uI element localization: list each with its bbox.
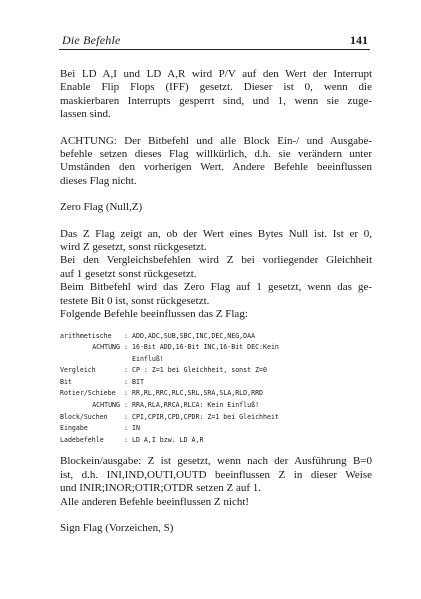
row-value: LD A,I bzw. LD A,R (132, 435, 204, 444)
row-value: RR,RL,RRC,RLC,SRL,SRA,SLA,RLD,RRD (132, 389, 264, 398)
table-row (60, 388, 372, 400)
row-sep: : (124, 435, 128, 444)
row-key: Rotier/Schiebe (60, 389, 116, 398)
table-row (60, 377, 372, 389)
table-row (60, 331, 372, 343)
text-line: Folgende Befehle beeinflussen das Z Flag: (60, 308, 248, 321)
text-line: dieses Flag nicht. (60, 174, 137, 187)
row-value: ADD,ADC,SUB,SBC,INC,DEC,NEG,DAA (132, 331, 256, 340)
text-line: Umständen den vorherigen Wert. Andere Befehle beeinflussen (60, 161, 372, 174)
text-line: lassen sind. (60, 108, 111, 121)
row-key: Block/Suchen (60, 412, 108, 421)
paragraph-achtung (60, 135, 372, 189)
row-key: Eingabe (60, 424, 88, 433)
row-key: Vergleich (60, 366, 96, 375)
row-sep: : (124, 331, 128, 340)
section-heading: Zero Flag (Null,Z) (60, 201, 143, 214)
table-row (60, 412, 372, 424)
table-row (60, 400, 372, 412)
row-sep: : (124, 389, 128, 398)
page-body (60, 68, 372, 535)
row-value: BIT (132, 377, 144, 386)
row-key: ACHTUNG (92, 401, 120, 410)
text-line: Blockein/ausgabe: Z ist gesetzt, wenn nach der Ausführung B=0 (60, 455, 372, 468)
row-sep: : (124, 343, 128, 352)
text-line: Enable Flip Flops (IFF) gesetzt. Dieser ist 0, wenn die (60, 81, 372, 94)
table-row (60, 354, 372, 366)
section-heading: Sign Flag (Vorzeichen, S) (60, 522, 174, 535)
row-value: 16-Bit ADD,16-Bit INC,16-Bit DEC:Kein (132, 343, 279, 352)
row-sep: : (124, 412, 128, 421)
heading-sign-flag (60, 522, 372, 535)
row-value: CP : Z=1 bei Gleichheit, sonst Z=0 (132, 366, 267, 375)
page-number: 141 (350, 33, 368, 47)
row-sep: : (124, 401, 128, 410)
text-line: Bei den Vergleichsbefehlen wird Z bei vorliegender Gleichheit (60, 254, 372, 267)
heading-zero-flag (60, 201, 372, 214)
text-line: ACHTUNG: Der Bitbefehl und alle Block Ein-/ und Ausgabe- (60, 134, 372, 147)
row-value: Einfluß! (132, 354, 164, 363)
text-line: Alle anderen Befehle beeinflussen Z nicht! (60, 495, 250, 508)
paragraph-iff (60, 68, 372, 122)
text-line: Bei LD A,I und LD A,R wird P/V auf den Wert der Interrupt (60, 68, 372, 80)
paragraph-zero-flag (60, 228, 372, 322)
text-line: Beim Bitbefehl wird das Zero Flag auf 1 gesetzt, wenn das ge- (60, 281, 372, 294)
text-line: und INIR;INOR;OTIR;OTDR setzen Z auf 1. (60, 482, 262, 495)
text-line: auf 1 gesetzt sonst rückgesetzt. (60, 267, 197, 280)
row-sep: : (124, 424, 128, 433)
row-value: CPI,CPIR,CPD,CPDR: Z=1 bei Gleichheit (132, 412, 279, 421)
text-line: Das Z Flag zeigt an, ob der Wert eines Bytes Null ist. Ist er 0, (60, 227, 372, 240)
row-key: Ladebefehle (60, 435, 104, 444)
instruction-table (60, 331, 372, 447)
text-line: testete Bit 0 ist, sonst rückgesetzt. (60, 294, 210, 307)
text-line: befehle setzen dieses Flag willkürlich, d.h. sie verändern unter (60, 148, 372, 161)
row-key: arithmetische (60, 331, 112, 340)
chapter-title: Die Befehle (62, 33, 121, 47)
text-line: wird Z gesetzt, sonst rückgesetzt. (60, 241, 207, 254)
table-row (60, 365, 372, 377)
text-line: maskierbaren Interrupts gesperrt sind, und 1, wenn sie zuge- (60, 94, 372, 107)
table-row (60, 342, 372, 354)
row-key: Bit (60, 377, 72, 386)
table-row (60, 435, 372, 447)
row-key: ACHTUNG (92, 343, 120, 352)
row-sep: : (124, 377, 128, 386)
running-header (59, 33, 370, 50)
text-line: ist, d.h. INI,IND,OUTI,OUTD beeinflussen Z in dieser Weise (60, 468, 372, 481)
row-value: IN (132, 424, 140, 433)
paragraph-block-io (60, 455, 372, 509)
table-row (60, 423, 372, 435)
row-value: RRA,RLA,RRCA,RLCA: Kein Einfluß! (132, 401, 260, 410)
row-sep: : (124, 366, 128, 375)
